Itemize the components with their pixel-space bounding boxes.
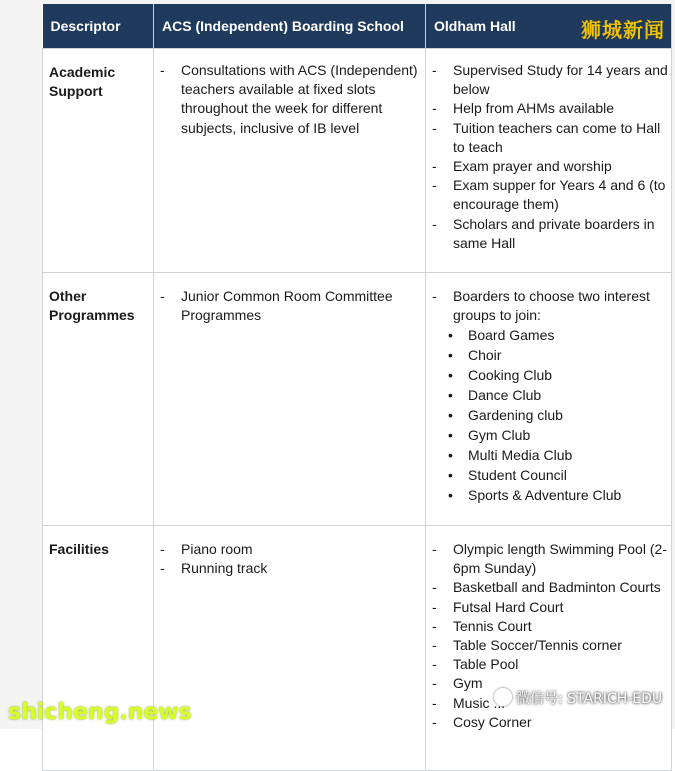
list-item: - Scholars and private boarders in same Hall [426, 215, 671, 253]
acs-cell [154, 273, 426, 526]
list-item: • Sports & Adventure Club [448, 485, 671, 505]
acs-cell [154, 49, 426, 273]
table-row [43, 526, 672, 771]
row-descriptor: Academic Support [43, 49, 154, 273]
acs-cell [154, 526, 426, 771]
list-item: - Consultations with ACS (Independent) teachers available at fixed slots throughout the week for different subjects, inclusive of IB level [154, 61, 425, 138]
list-item: - Junior Common Room Committee Programmes [154, 287, 425, 325]
list-item: - Exam prayer and worship [426, 157, 671, 176]
list-item: - Cosy Corner [426, 713, 671, 732]
header-acs: ACS (Independent) Boarding School [154, 4, 426, 49]
oldham-cell [426, 526, 672, 771]
list-item: • Multi Media Club [448, 445, 671, 465]
row-descriptor: Facilities [43, 526, 154, 771]
table-row [43, 273, 672, 526]
list-item: - Gym [426, 674, 671, 693]
list-item: • Dance Club [448, 385, 671, 405]
list-item: • Choir [448, 345, 671, 365]
list-item: • Student Council [448, 465, 671, 485]
list-item: - Table Soccer/Tennis corner [426, 636, 671, 655]
list-item: • Gym Club [448, 425, 671, 445]
oldham-cell [426, 273, 672, 526]
list-item: - Futsal Hard Court [426, 598, 671, 617]
list-item: - Piano room [154, 540, 425, 559]
list-item: - Boarders to choose two interest groups to join: [426, 287, 671, 325]
watermark-top-right: 狮城新闻 [581, 18, 665, 42]
list-item: - Basketball and Badminton Courts [426, 578, 671, 597]
list-item: - Help from AHMs available [426, 99, 671, 118]
list-item: - Running track [154, 559, 425, 578]
list-item: • Gardening club [448, 405, 671, 425]
list-item: - Exam supper for Years 4 and 6 (to encourage them) [426, 176, 671, 214]
list-item: - Tuition teachers can come to Hall to teach [426, 119, 671, 157]
list-item: - Tennis Court [426, 617, 671, 636]
list-item: - Olympic length Swimming Pool (2-6pm Sunday) [426, 540, 671, 578]
table-header-row [43, 4, 672, 49]
watermark-bottom-left: shicheng.news [8, 700, 192, 725]
list-item: • Cooking Club [448, 365, 671, 385]
wechat-icon [494, 688, 512, 706]
oldham-cell [426, 49, 672, 273]
header-oldham: Oldham Hall [426, 4, 672, 49]
list-item: - Supervised Study for 14 years and below [426, 61, 671, 99]
comparison-table [42, 4, 672, 771]
list-item: - Table Pool [426, 655, 671, 674]
list-item: • Board Games [448, 325, 671, 345]
interest-group-list [426, 325, 671, 505]
watermark-wechat-text: 微信号: STARICH-EDU [516, 691, 663, 707]
row-descriptor: Other Programmes [43, 273, 154, 526]
header-descriptor: Descriptor [43, 4, 154, 49]
list-item: - Music ... [426, 694, 671, 713]
table-row [43, 49, 672, 273]
watermark-bottom-right [494, 688, 662, 708]
